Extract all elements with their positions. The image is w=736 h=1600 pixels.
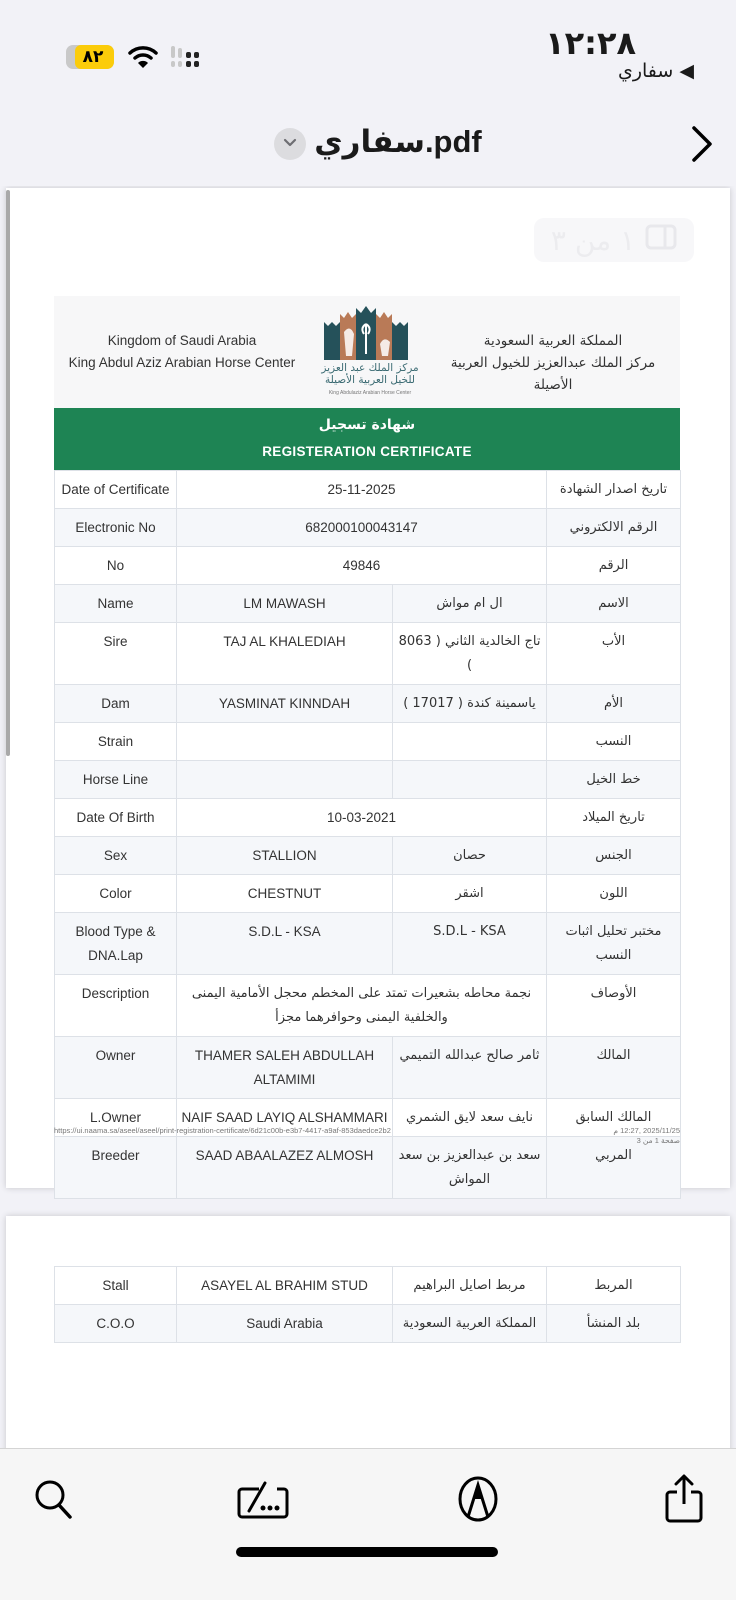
row-label-arabic: مختبر تحليل اثبات النسب [547, 913, 681, 975]
row-label-arabic: تاريخ اصدار الشهادة [547, 471, 681, 509]
sidebar-icon [645, 224, 677, 257]
row-value-arabic: S.D.L - KSA [393, 913, 547, 975]
print-footer-url: https://ui.naama.sa/aseel/aseel/print-registration-certificate/6d21c00b-e3b7-4417-a9af-853daedce2b2 [54, 1126, 391, 1135]
certificate-table [54, 470, 681, 1199]
home-indicator[interactable] [236, 1547, 498, 1557]
back-to-app-link[interactable]: ◀ سفاري [617, 60, 694, 82]
row-value-english: ASAYEL AL BRAHIM STUD [177, 1267, 393, 1305]
row-label-arabic: المربي [547, 1137, 681, 1199]
certificate-table-continued [54, 1266, 681, 1343]
row-value-arabic [393, 723, 547, 761]
row-label-arabic: بلد المنشأ [547, 1305, 681, 1343]
certificate-continued [54, 1266, 680, 1343]
row-label-english: Date of Certificate [55, 471, 177, 509]
row-label-arabic: الأم [547, 685, 681, 723]
logo-ar-line1: مركز الملك عبد العزيز [321, 362, 419, 374]
table-row [55, 509, 681, 547]
search-icon [32, 1477, 76, 1526]
row-value-english: THAMER SALEH ABDULLAH ALTAMIMI [177, 1037, 393, 1099]
row-label-english: No [55, 547, 177, 585]
markup-button[interactable] [238, 1475, 290, 1527]
row-value-arabic: اشقر [393, 875, 547, 913]
row-value-arabic: ال ام مواش [393, 585, 547, 623]
table-row [55, 623, 681, 685]
header-ar-line1: المملكة العربية السعودية [483, 333, 623, 349]
row-label-arabic: الأب [547, 623, 681, 685]
row-value: 25-11-2025 [177, 471, 547, 509]
row-value: نجمة محاطه بشعيرات تمتد على المخطم محجل الأمامية اليمنى والخلفية اليمنى وحوافرهما مجزأ [177, 975, 547, 1037]
row-label-english: Stall [55, 1267, 177, 1305]
document-title[interactable]: سفاري.pdf [314, 124, 482, 159]
row-value-arabic: نايف سعد لايق الشمري [393, 1099, 547, 1137]
row-label-arabic: الرقم الالكتروني [547, 509, 681, 547]
table-row [55, 471, 681, 509]
wifi-icon [128, 44, 158, 75]
title-bar [0, 118, 736, 178]
clock: ١٢:٢٨ [545, 24, 636, 62]
row-value-arabic: حصان [393, 837, 547, 875]
annotate-button[interactable] [452, 1475, 504, 1527]
table-row [55, 1305, 681, 1343]
row-label-english: Sire [55, 623, 177, 685]
table-row [55, 975, 681, 1037]
row-label-english: Horse Line [55, 761, 177, 799]
logo-english-text: King Abdulaziz Arabian Horse Center [328, 390, 412, 396]
row-value-english: TAJ AL KHALEDIAH [177, 623, 393, 685]
print-page-info: صفحة 1 من 3 [636, 1136, 680, 1145]
row-value: 10-03-2021 [177, 799, 547, 837]
row-label-english: Owner [55, 1037, 177, 1099]
row-value: 682000100043147 [177, 509, 547, 547]
table-row [55, 1037, 681, 1099]
pdf-page-2 [6, 1216, 730, 1448]
registration-certificate [54, 296, 680, 1199]
banner-title-arabic: شهادة تسجيل [318, 417, 416, 433]
battery-indicator [66, 45, 114, 69]
row-label-english: C.O.O [55, 1305, 177, 1343]
signature-icon [237, 1477, 291, 1526]
logo-arabic-text [320, 362, 420, 386]
table-row [55, 837, 681, 875]
row-label-arabic: الجنس [547, 837, 681, 875]
row-label-arabic: الرقم [547, 547, 681, 585]
header-en-line2: King Abdul Aziz Arabian Horse Center [68, 355, 296, 370]
header-en-line1: Kingdom of Saudi Arabia [107, 333, 257, 348]
share-button[interactable] [658, 1475, 710, 1527]
print-datetime: 2025/11/25 ,12:27 م [613, 1126, 680, 1135]
row-value-english: STALLION [177, 837, 393, 875]
battery-level: ٨٢ [82, 47, 104, 67]
pen-tip-icon [456, 1475, 500, 1528]
row-label-arabic: المالك السابق [547, 1099, 681, 1137]
row-label-english: Strain [55, 723, 177, 761]
row-value-english: LM MAWASH [177, 585, 393, 623]
row-value-english: YASMINAT KINNDAH [177, 685, 393, 723]
row-label-arabic: الأوصاف [547, 975, 681, 1037]
row-label-english: Name [55, 585, 177, 623]
pdf-page-1 [6, 188, 730, 1188]
row-label-arabic: تاريخ الميلاد [547, 799, 681, 837]
page-counter-text: ١ من ٣ [550, 223, 636, 257]
row-value-arabic: ياسمينة كندة ( 17017 ) [393, 685, 547, 723]
row-label-arabic: المالك [547, 1037, 681, 1099]
row-label-english: Description [55, 975, 177, 1037]
row-value-english: CHESTNUT [177, 875, 393, 913]
cellular-signal-icon [170, 46, 210, 77]
certificate-banner [54, 408, 680, 470]
header-ar-line2: مركز الملك عبدالعزيز للخيول العربية الأصيلة [450, 355, 656, 393]
row-value-english [177, 723, 393, 761]
row-value-english: NAIF SAAD LAYIQ ALSHAMMARI [177, 1099, 393, 1137]
logo-emblem-icon [320, 304, 420, 362]
search-button[interactable] [28, 1475, 80, 1527]
header-english [62, 330, 302, 374]
row-label-english: Breeder [55, 1137, 177, 1199]
row-label-english: Date Of Birth [55, 799, 177, 837]
status-bar [0, 0, 736, 110]
logo-ar-line2: للخيل العربية الأصيلة [324, 374, 416, 386]
row-label-arabic: النسب [547, 723, 681, 761]
table-row [55, 1267, 681, 1305]
table-row [55, 875, 681, 913]
row-label-english: Color [55, 875, 177, 913]
row-label-english: Dam [55, 685, 177, 723]
pdf-viewer[interactable] [0, 186, 736, 1448]
row-value-english: S.D.L - KSA [177, 913, 393, 975]
table-row [55, 1137, 681, 1199]
page-counter[interactable] [534, 218, 694, 262]
kaahc-logo [320, 304, 420, 404]
row-value-arabic [393, 761, 547, 799]
table-row [55, 585, 681, 623]
table-row [55, 723, 681, 761]
row-value: 49846 [177, 547, 547, 585]
row-label-english: Sex [55, 837, 177, 875]
row-value-arabic: تاج الخالدية الثاني ( 8063 ) [393, 623, 547, 685]
row-value-english [177, 761, 393, 799]
row-label-english: L.Owner [55, 1099, 177, 1137]
print-footer-date [613, 1126, 680, 1146]
scrollbar[interactable] [6, 190, 10, 756]
table-row [55, 547, 681, 585]
row-value-arabic: مربط اصايل البراهيم [393, 1267, 547, 1305]
row-label-english: Electronic No [55, 509, 177, 547]
row-value-arabic: سعد بن عبدالعزيز بن سعد المواش [393, 1137, 547, 1199]
banner-title-english: REGISTERATION CERTIFICATE [262, 444, 472, 459]
bottom-toolbar [0, 1448, 736, 1600]
table-row [55, 761, 681, 799]
row-value-english: Saudi Arabia [177, 1305, 393, 1343]
certificate-header [54, 296, 680, 408]
chevron-right-icon [686, 151, 718, 168]
table-row [55, 913, 681, 975]
row-label-arabic: الاسم [547, 585, 681, 623]
table-row [55, 685, 681, 723]
row-value-arabic: ثامر صالح عبدالله التميمي [393, 1037, 547, 1099]
row-value-arabic: المملكة العربية السعودية [393, 1305, 547, 1343]
table-row [55, 799, 681, 837]
row-value-english: SAAD ABAALAZEZ ALMOSH [177, 1137, 393, 1199]
row-label-arabic: المربط [547, 1267, 681, 1305]
row-label-arabic: خط الخيل [547, 761, 681, 799]
forward-button[interactable] [686, 124, 718, 164]
row-label-arabic: اللون [547, 875, 681, 913]
row-label-english: Blood Type & DNA.Lap [55, 913, 177, 975]
share-icon [664, 1474, 704, 1529]
header-arabic [438, 330, 668, 396]
